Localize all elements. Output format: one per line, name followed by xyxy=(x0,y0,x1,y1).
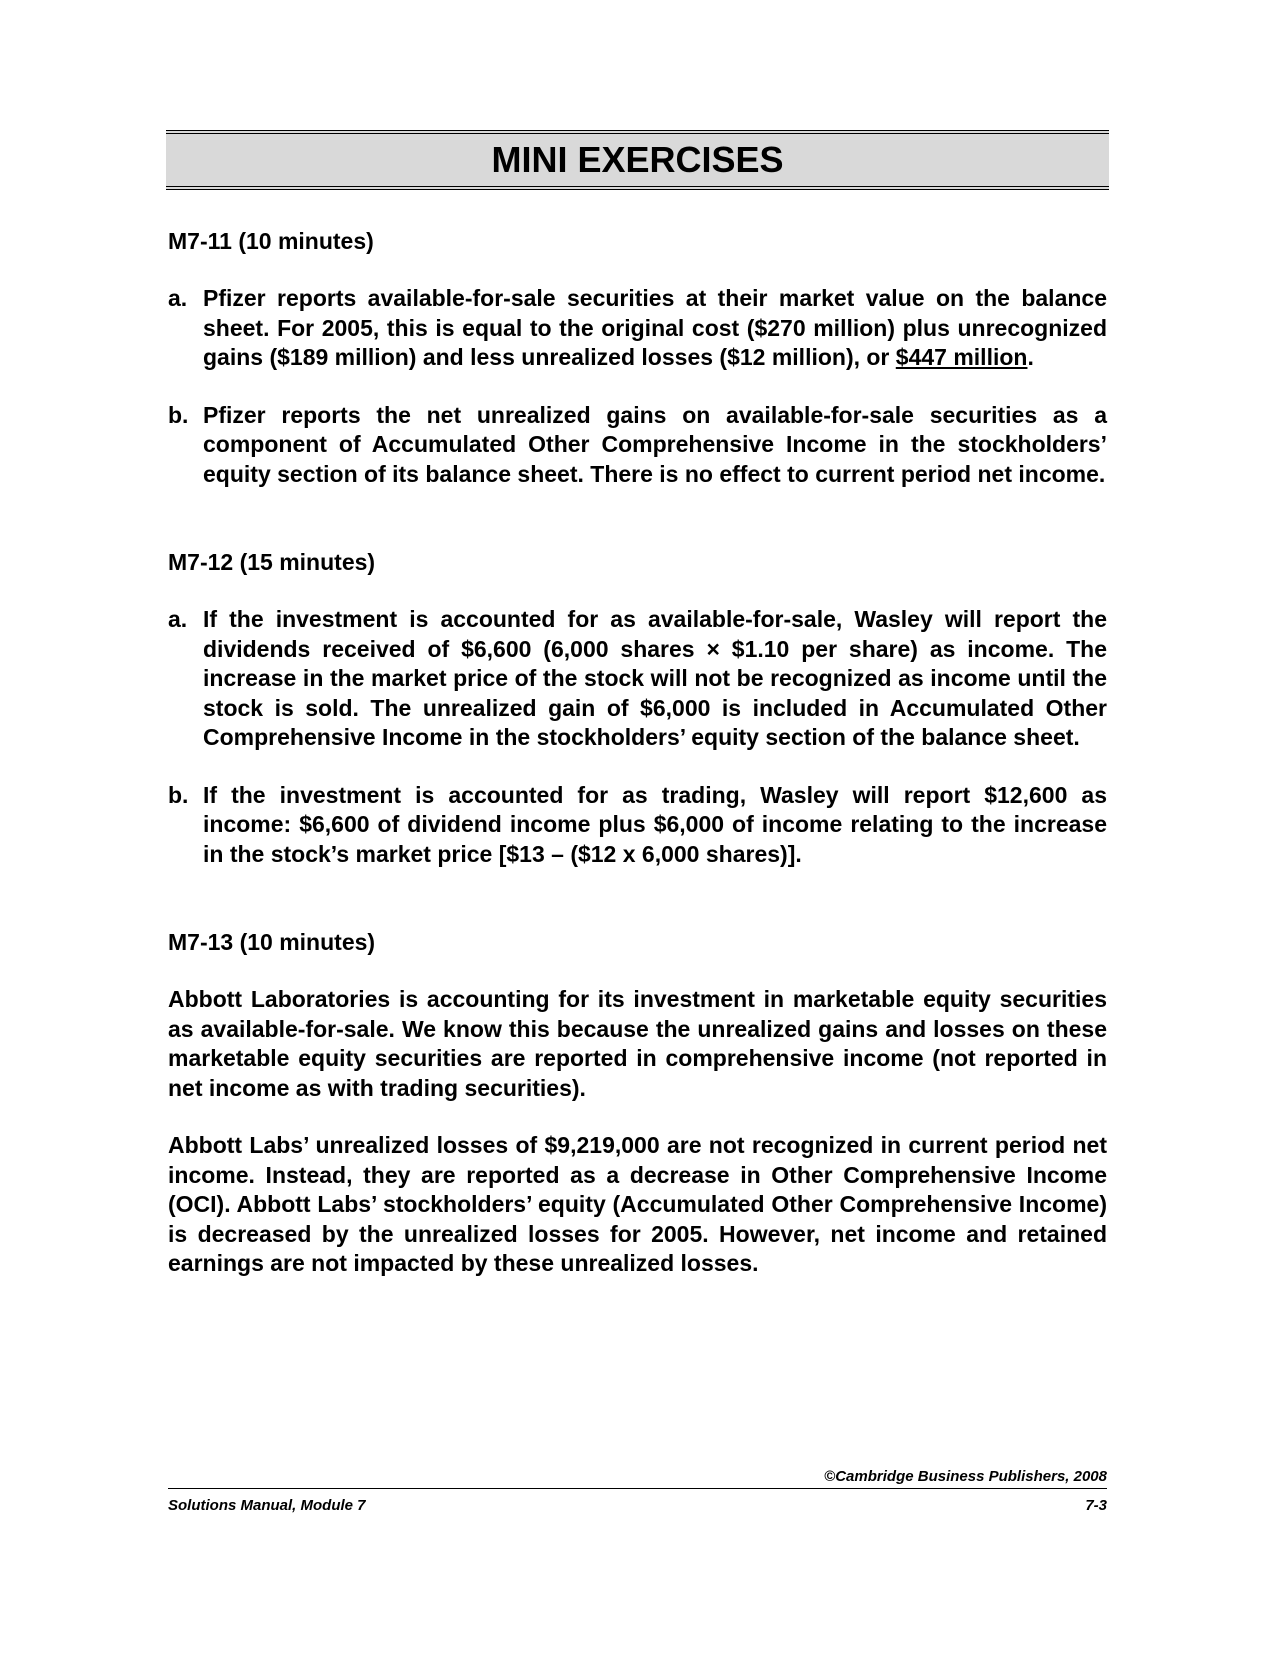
answer-item xyxy=(168,284,1107,373)
item-text xyxy=(203,284,1107,373)
underlined-value: $447 million xyxy=(895,344,1028,370)
answer-item xyxy=(168,605,1107,753)
exercise-title-m7-12: M7-12 (15 minutes) xyxy=(168,549,376,575)
copyright-text: ©Cambridge Business Publishers, 2008 xyxy=(824,1468,1107,1485)
item-text: If the investment is accounted for as available-for-sale, Wasley will report the dividends received of $6,600 (6,000 shares × $1.10 per share) as income. The increase in the market price of the stock will not be recognized as income until the stock is sold. The unrealized gain of $6,000 is included in Accumulated Other Comprehensive Income in the stockholders’ equity section of the balance sheet. xyxy=(203,606,1107,750)
item-text-part: . xyxy=(1027,344,1034,370)
page-number: 7-3 xyxy=(1085,1497,1107,1514)
section-banner xyxy=(166,130,1109,190)
item-marker: b. xyxy=(168,401,189,428)
item-text-part: Pfizer reports available-for-sale securities at their market value on the balance sheet. For 2005, this is equal to the original cost ($270 million) plus unrecognized gains ($189 million) and less unrealized losses ($12 million), or xyxy=(203,285,1107,370)
footer-bottom-row xyxy=(168,1489,1107,1514)
exercise-title-m7-11: M7-11 (10 minutes) xyxy=(168,228,374,254)
banner-title: MINI EXERCISES xyxy=(491,139,784,180)
item-marker: a. xyxy=(168,606,188,632)
answer-item xyxy=(168,401,1107,490)
answer-item xyxy=(168,781,1107,870)
footer-manual-title: Solutions Manual, Module 7 xyxy=(168,1497,366,1514)
page-footer xyxy=(168,1468,1107,1514)
paragraph: Abbott Labs’ unrealized losses of $9,219,000 are not recognized in current period net income. Instead, they are reported as a decrease in Other Comprehensive Income (OCI). Abbott Labs’ stockholders’ equity (Accumulated Other Comprehensive Income) is decreased by the unrealized losses for 2005. However, net income and retained earnings are not impacted by these unrealized losses. xyxy=(168,1132,1107,1276)
item-marker: b. xyxy=(168,781,189,808)
document-page xyxy=(168,130,1107,1279)
paragraph: Abbott Laboratories is accounting for its investment in marketable equity securities as available-for-sale. We know this because the unrealized gains and losses on these marketable equity securities are reported in comprehensive income (not reported in net income as with trading securities). xyxy=(168,986,1107,1101)
item-text: Pfizer reports the net unrealized gains on available-for-sale securities as a component of Accumulated Other Comprehensive Income in the stockholders’ equity section of its balance sheet. There is no effect to current period net income. xyxy=(203,401,1107,487)
exercise-title-m7-13: M7-13 (10 minutes) xyxy=(168,929,376,955)
item-marker: a. xyxy=(168,285,188,311)
item-text: If the investment is accounted for as trading, Wasley will report $12,600 as income: $6,600 of dividend income plus $6,000 of income relating to the increase in the stock’s market price [$13 – ($12 x 6,000 shares)]. xyxy=(203,781,1107,867)
